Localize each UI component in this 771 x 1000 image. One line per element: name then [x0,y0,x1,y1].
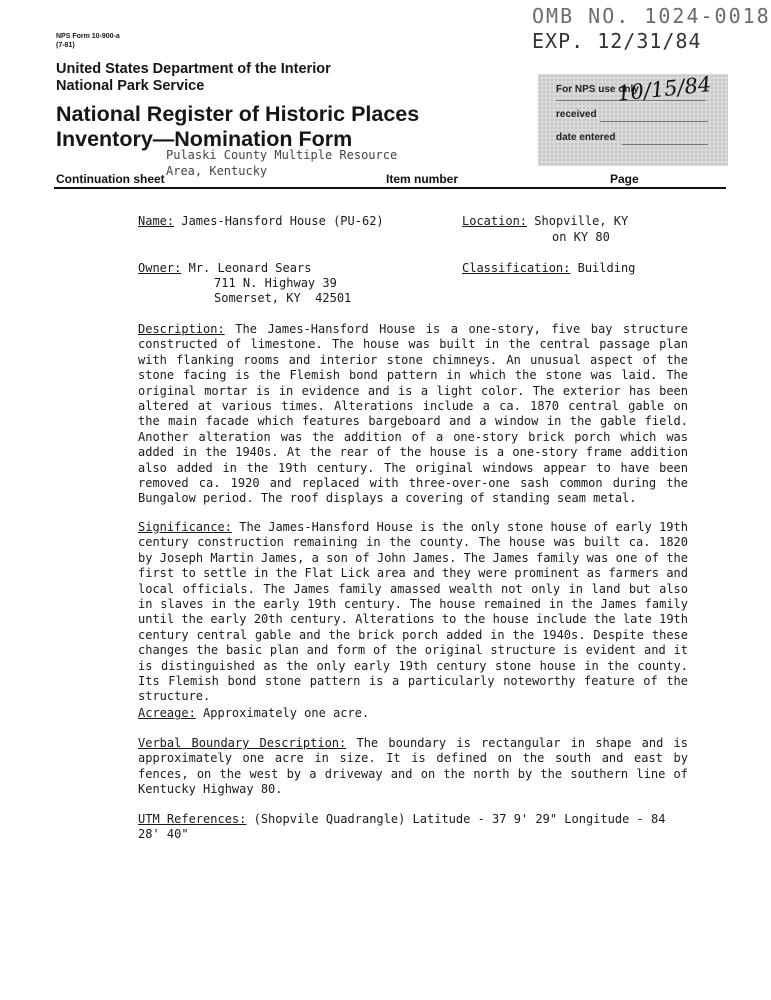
form-title [56,102,419,152]
form-date-text: (7-81) [56,42,75,49]
description-label: Description: [138,322,225,336]
form-number-text: NPS Form 10-900-a [56,33,120,40]
acreage-text: Approximately one acre. [203,706,370,720]
item-number-label: Item number [386,172,459,186]
received-line [600,121,708,122]
location-line-2: on KY 80 [552,230,610,244]
area-line-2: Area, Kentucky [166,164,268,178]
service-name: National Park Service [56,78,205,94]
continuation-sheet-label: Continuation sheet [56,172,165,186]
expiration-date: EXP. 12/31/84 [532,29,702,53]
significance-text: The James-Hansford House is the only stone house of early 19th century construction remaining in the county. The house was built ca. 1820 by Joseph Martin James, a son of John James. The James family was one of the first to settle in the Flat Lick area and they were prominent as farmers and local officials. The James family amassed wealth not only in land but also in slaves in the early 19th century. The house remained in the James family until the early 20th century. Alterations to the house include the late 19th century central gable and the brick porch added in the 1940s. Despite these changes the basic plan and form of the original structure is evident and it is distinguished as the only early 19th century stone house in the county. Its Flemish bond stone pattern is a particularly noteworthy feature of the structure. [138,520,688,704]
location-line-1: Shopville, KY [534,214,629,228]
significance-paragraph [138,520,688,705]
header-rule [54,187,726,189]
description-text: The James-Hansford House is a one-story, five bay structure constructed of limestone. The house was built in the central passage plan with flanking rooms and interior stone chimneys. An unusual aspect of the stone facing is the Flemish bond pattern in which the stone was laid. The original mortar is in evidence and is a light color. The exterior has been altered at various times. Alterations include a ca. 1870 central gable on the main facade which features bargeboard and a window in the gable field. Another alteration was the addition of a one-story brick porch which was added in the 1940s. At the rear of the house is a one-story frame addition also added in the 19th century. The original windows appear to have been removed ca. 1920 and replaced with three-over-one sash common during the Bungalow period. The roof displays a covering of standing seam metal. [138,322,688,506]
owner-address-1: 711 N. Highway 39 [214,276,337,290]
department-header [56,61,331,95]
nps-use-only-label: For NPS use only [556,84,639,95]
name-value: James-Hansford House (PU-62) [181,214,384,228]
significance-label: Significance: [138,520,232,534]
owner-address-2: Somerset, KY 42501 [214,291,352,305]
location-label: Location: [462,214,528,228]
title-line-1: National Register of Historic Places [56,102,420,126]
boundary-text: The boundary is rectangular in shape and is approximately one acre in size. It is defined on the south and east by fences, on the west by a driveway and on the north by the southern line of Kentucky Highway 80. [138,736,688,797]
classification-field [462,261,635,275]
department-name: United States Department of the Interior [56,61,331,77]
owner-label: Owner: [138,261,182,275]
location-field [462,214,628,228]
date-entered-label: date entered [556,132,616,143]
acreage-label: Acreage: [138,706,196,720]
utm-label: UTM References: [138,812,247,826]
form-number [56,32,120,50]
utm-text: (Shopvile Quadrangle) Latitude - 37 9' 29" Longitude - 84 28' 40" [138,812,666,842]
boundary-paragraph [138,736,688,798]
acreage-field [138,706,369,720]
owner-field [138,261,311,275]
description-paragraph [138,322,688,507]
classification-label: Classification: [462,261,571,275]
owner-name: Mr. Leonard Sears [188,261,312,275]
title-line-2: Inventory—Nomination Form [56,127,353,151]
omb-number: OMB NO. 1024-0018 [532,4,771,28]
page-label: Page [610,172,639,186]
boundary-label: Verbal Boundary Description: [138,736,347,750]
name-field [138,214,384,228]
name-label: Name: [138,214,175,228]
area-line-1: Pulaski County Multiple Resource [166,148,398,162]
received-label: received [556,109,597,120]
utm-paragraph [138,812,688,843]
date-entered-line [622,144,708,145]
handwritten-received-date: 10/15/84 [616,72,713,106]
classification-value: Building [577,261,636,275]
